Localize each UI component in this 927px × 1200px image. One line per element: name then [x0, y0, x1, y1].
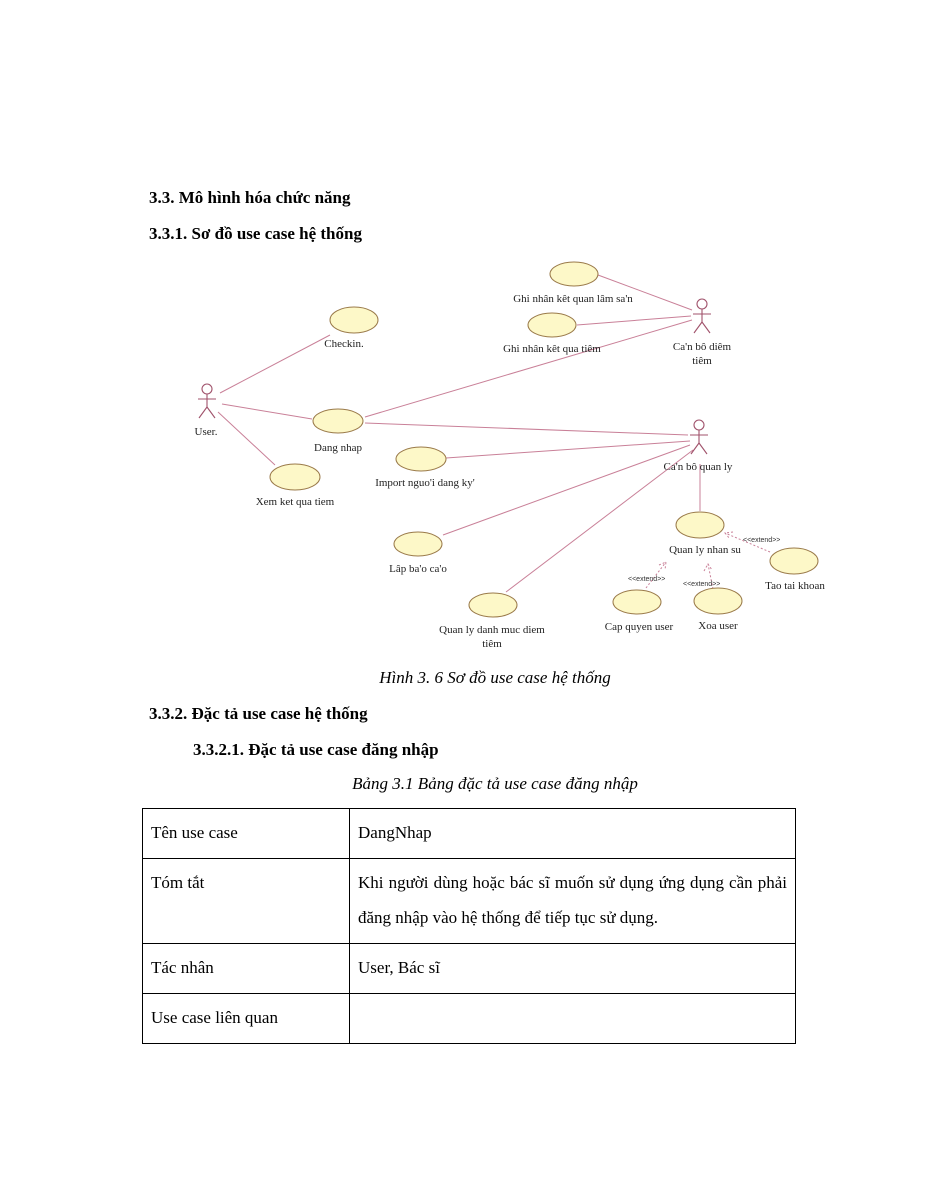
line-tiem-canbodiemtiem	[577, 316, 691, 325]
label-actor-can-bo-diem-tiem-1: Ca'n bô diêm	[672, 341, 732, 353]
table-row	[143, 809, 796, 859]
label-dang-nhap: Dang nhap	[314, 442, 362, 454]
use-cases	[256, 262, 826, 650]
spec-table	[142, 808, 796, 1044]
usecase-quan-ly-nhan-su	[676, 512, 724, 538]
label-cap-quyen-user: Cap quyen user	[604, 621, 674, 633]
label-lap-bao-cao: Lâp ba'o ca'o	[389, 563, 447, 575]
table-caption: Bảng 3.1 Bảng đặc tả use case đăng nhập	[352, 774, 638, 793]
table-row	[143, 859, 796, 944]
row-label-ten-use-case: Tên use case	[143, 809, 350, 859]
heading-3-3-1: 3.3.1. Sơ đồ use case hệ thống	[149, 224, 362, 243]
label-actor-can-bo-quan-ly: Ca'n bô quan ly	[663, 461, 733, 473]
figure-caption: Hình 3. 6 Sơ đồ use case hệ thống	[379, 668, 611, 687]
table-row	[143, 994, 796, 1044]
line-user-checkin	[220, 335, 330, 393]
stereotype-capquyen: <<extend>>	[628, 576, 666, 583]
row-label-tac-nhan: Tác nhân	[143, 944, 350, 994]
row-value-use-case-lien-quan	[350, 994, 796, 1044]
use-case-diagram	[170, 252, 850, 657]
usecase-checkin	[330, 307, 378, 333]
label-quan-ly-danh-muc-1: Quan ly danh muc diem	[439, 624, 545, 636]
usecase-dang-nhap	[313, 409, 363, 433]
row-label-tom-tat: Tóm tắt	[143, 859, 350, 944]
table-row	[143, 944, 796, 994]
label-xoa-user: Xoa user	[698, 620, 738, 632]
usecase-tao-tai-khoan	[770, 548, 818, 574]
line-user-dangnhap	[222, 404, 312, 419]
heading-3-3: 3.3. Mô hình hóa chức năng	[149, 188, 351, 207]
usecase-import	[396, 447, 446, 471]
row-label-use-case-lien-quan: Use case liên quan	[143, 994, 350, 1044]
actor-can-bo-diem-tiem	[673, 299, 732, 367]
label-actor-can-bo-diem-tiem-2: tiêm	[692, 355, 712, 367]
label-quan-ly-danh-muc-2: tiêm	[482, 638, 502, 650]
label-checkin: Checkin.	[324, 338, 364, 350]
label-xem-ket-qua: Xem ket qua tiem	[255, 496, 335, 508]
extend-capquyen	[646, 562, 666, 588]
line-dangnhap-canbodiemtiem	[365, 320, 692, 417]
usecase-quan-ly-danh-muc	[469, 593, 517, 617]
stereotype-taotaikhoan: <<extend>>	[743, 537, 781, 544]
line-user-xemketqua	[218, 412, 275, 465]
line-baocao-canboquanly	[443, 445, 690, 535]
heading-3-3-2-1: 3.3.2.1. Đặc tả use case đăng nhập	[193, 740, 439, 759]
label-quan-ly-nhan-su: Quan ly nhan su	[669, 544, 741, 556]
label-import: Import nguo'i dang ky'	[375, 477, 475, 489]
usecase-cap-quyen-user	[613, 590, 661, 614]
usecase-ghi-nhan-tiem	[528, 313, 576, 337]
label-tao-tai-khoan: Tao tai khoan	[765, 580, 825, 592]
label-actor-user: User.	[194, 426, 218, 438]
actor-user	[195, 384, 218, 438]
stereotype-xoauser: <<extend>>	[683, 581, 721, 588]
usecase-lap-bao-cao	[394, 532, 442, 556]
line-import-canboquanly	[446, 441, 690, 458]
usecase-ghi-nhan-lam-sang	[550, 262, 598, 286]
heading-3-3-2: 3.3.2. Đặc tả use case hệ thống	[149, 704, 368, 723]
row-value-tac-nhan: User, Bác sĩ	[350, 944, 796, 994]
extend-dependencies	[628, 532, 780, 589]
usecase-xem-ket-qua	[270, 464, 320, 490]
actor-can-bo-quan-ly	[664, 420, 733, 473]
label-ghi-nhan-lam-sang: Ghi nhân kêt quan lâm sa'n	[513, 293, 633, 305]
extend-arrowhead-capquyen	[659, 562, 666, 570]
association-lines	[218, 275, 700, 592]
row-value-ten-use-case: DangNhap	[350, 809, 796, 859]
usecase-xoa-user	[694, 588, 742, 614]
label-ghi-nhan-tiem: Ghi nhân kêt qua tiêm	[503, 343, 601, 355]
row-value-tom-tat: Khi người dùng hoặc bác sĩ muốn sử dụng ứng dụng cần phải đăng nhập vào hệ thống để tiếp tục sử dụng.	[350, 859, 796, 944]
line-dangnhap-canboquanly	[365, 423, 688, 435]
